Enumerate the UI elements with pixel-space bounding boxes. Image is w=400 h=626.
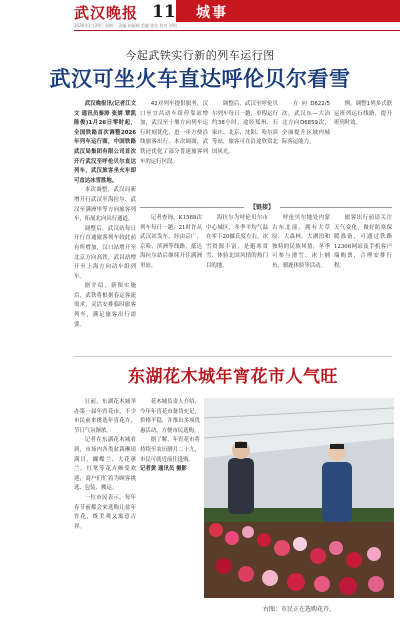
link-box-header (140, 202, 392, 212)
story1-column-d (334, 100, 392, 196)
story2-column-1 (74, 398, 136, 620)
link-column-4 (334, 214, 392, 344)
flower-market-photo (204, 398, 394, 598)
story1-paragraph: 方向D622/5次，武汉东—大冶北方向D6859次，全面提升区域内城际客运能力。 (282, 101, 330, 146)
story1-paragraph: 例。调整1列多式联运班列运行线路，提升班列时效。 (334, 101, 392, 127)
link-column-3 (272, 214, 330, 344)
link-paragraph: 海拉尔为呼伦贝尔市中心城区，冬季平均气温在零下20摄氏度左右，冰雪资源丰富，是避寒赏雪、体验北国风情的热门目的地。 (206, 215, 268, 269)
story2-paragraph: 记者在东湖花木城看到，市场内各类盆栽琳琅满目，蝴蝶兰、大花蕙兰、红掌等花卉颇受欢迎，商户们忙着为顾客挑选、包装、搬运。 (74, 437, 136, 492)
story1-paragraph: 42对列车提供服务，汉口至宜昌动车组停靠站增加，武汉至十堰方向列车运行时刻优化，进一步方便沿线旅客出行。本次调图，武铁还优化了部分普速旅客列车的运行区段。 (140, 101, 208, 165)
story1-paragraph: 调整后，武汉站每日开行直通旅客列车较此前有所增加，汉口站增开至北京方向高铁，武昌站增开至上海方向动车组列车。 (74, 225, 136, 280)
link-column-1 (140, 214, 202, 344)
masthead (0, 0, 400, 32)
story-divider (74, 356, 392, 357)
story1-column-a (140, 100, 208, 196)
link-label: 【链接】 (244, 202, 280, 211)
story2-paragraph: 一位市民表示，每年春节前都会来选购几盆年宵花，既美观又寓意吉祥。 (74, 494, 136, 530)
story1-paragraph: 调整后，武汉至呼伦贝尔列车每日一趟，单程运行约38小时，途经郑州、石家庄、北京、沈阳、哈尔滨等站，旅客可在沿途欣赏北国风光。 (212, 101, 278, 155)
story1-paragraph: 武汉晚报讯(记者江文文 通讯员秦涛 张婧 覃凯 陈俊)1月26日零时起，全国铁路首次调整2026年列车运行图，中国铁路武汉局集团有限公司首次开行武汉至呼伦贝尔直达列车，武汉旅客坐火车即可直达冰雪胜地。 (74, 101, 136, 184)
story2-headline: 东湖花木城年宵花市人气旺 (128, 367, 338, 387)
page-number: 11 (152, 2, 176, 22)
story1-lead-column (74, 100, 136, 350)
story2-paragraph: 据了解，年宵花市将持续至农历腊月二十九，市民可就近前往选购。 (140, 437, 200, 463)
link-paragraph: 记者查询，K1588次列车每日一趟，21时许从武汉站发车，经由京广、京哈、滨洲等线路，抵达海拉尔站后继续开往满洲里站。 (140, 215, 202, 269)
link-column-2 (206, 214, 268, 344)
link-paragraph: 呼伦贝尔地处内蒙古东北部，拥有大草原、大森林、大湖泊和独特的民族风情，冬季可参与滑雪、冰上捕鱼、驯鹿体验等活动。 (272, 215, 330, 269)
photo-illustration (204, 398, 394, 598)
masthead-rule (74, 30, 400, 31)
story1-paragraph: 本次调整，武汉局新增开行武汉至海拉尔、武汉至满洲里等方向旅客列车，拓展北向出行通道。 (74, 187, 136, 223)
story1-paragraph: 据介绍，新图实施后，武铁将根据春运客流需求，灵活安排临时旅客列车，满足旅客出行需要。 (74, 283, 136, 328)
story2-column-2 (140, 398, 200, 620)
story2-paragraph: 日前，东湖花木城举办第一届年宵花市，不少市民前来挑选年宵花卉，节日气氛渐浓。 (74, 399, 136, 434)
story1-headline: 武汉可坐火车直达呼伦贝尔看雪 (49, 67, 351, 91)
photo-caption: 右图：市民正在选购花卉。 (262, 606, 335, 613)
link-paragraph: 旅客出行前请关注天气变化，做好防寒保暖准备，可通过铁路12306网站及手机客户端购票，合理安排行程。 (334, 215, 392, 269)
story1-column-b (212, 100, 278, 196)
story2-paragraph: 花木城负责人介绍，今年年宵花市备货充足，价格平稳，并推出多项优惠活动，方便市民选购。 (140, 399, 200, 434)
issue-meta: 2026年1月29日 星期一 责编 胡丽娟 美编 崔浩 校对 刘明 (74, 23, 177, 28)
newspaper-logo: 武汉晚报 (74, 4, 139, 22)
story1-kicker: 今起武铁实行新的列车运行图 (125, 49, 275, 62)
story1-column-c (282, 100, 330, 196)
section-title: 城事 (196, 5, 228, 21)
photo-credit: 记者黄 通讯员 摄影 (140, 466, 187, 473)
